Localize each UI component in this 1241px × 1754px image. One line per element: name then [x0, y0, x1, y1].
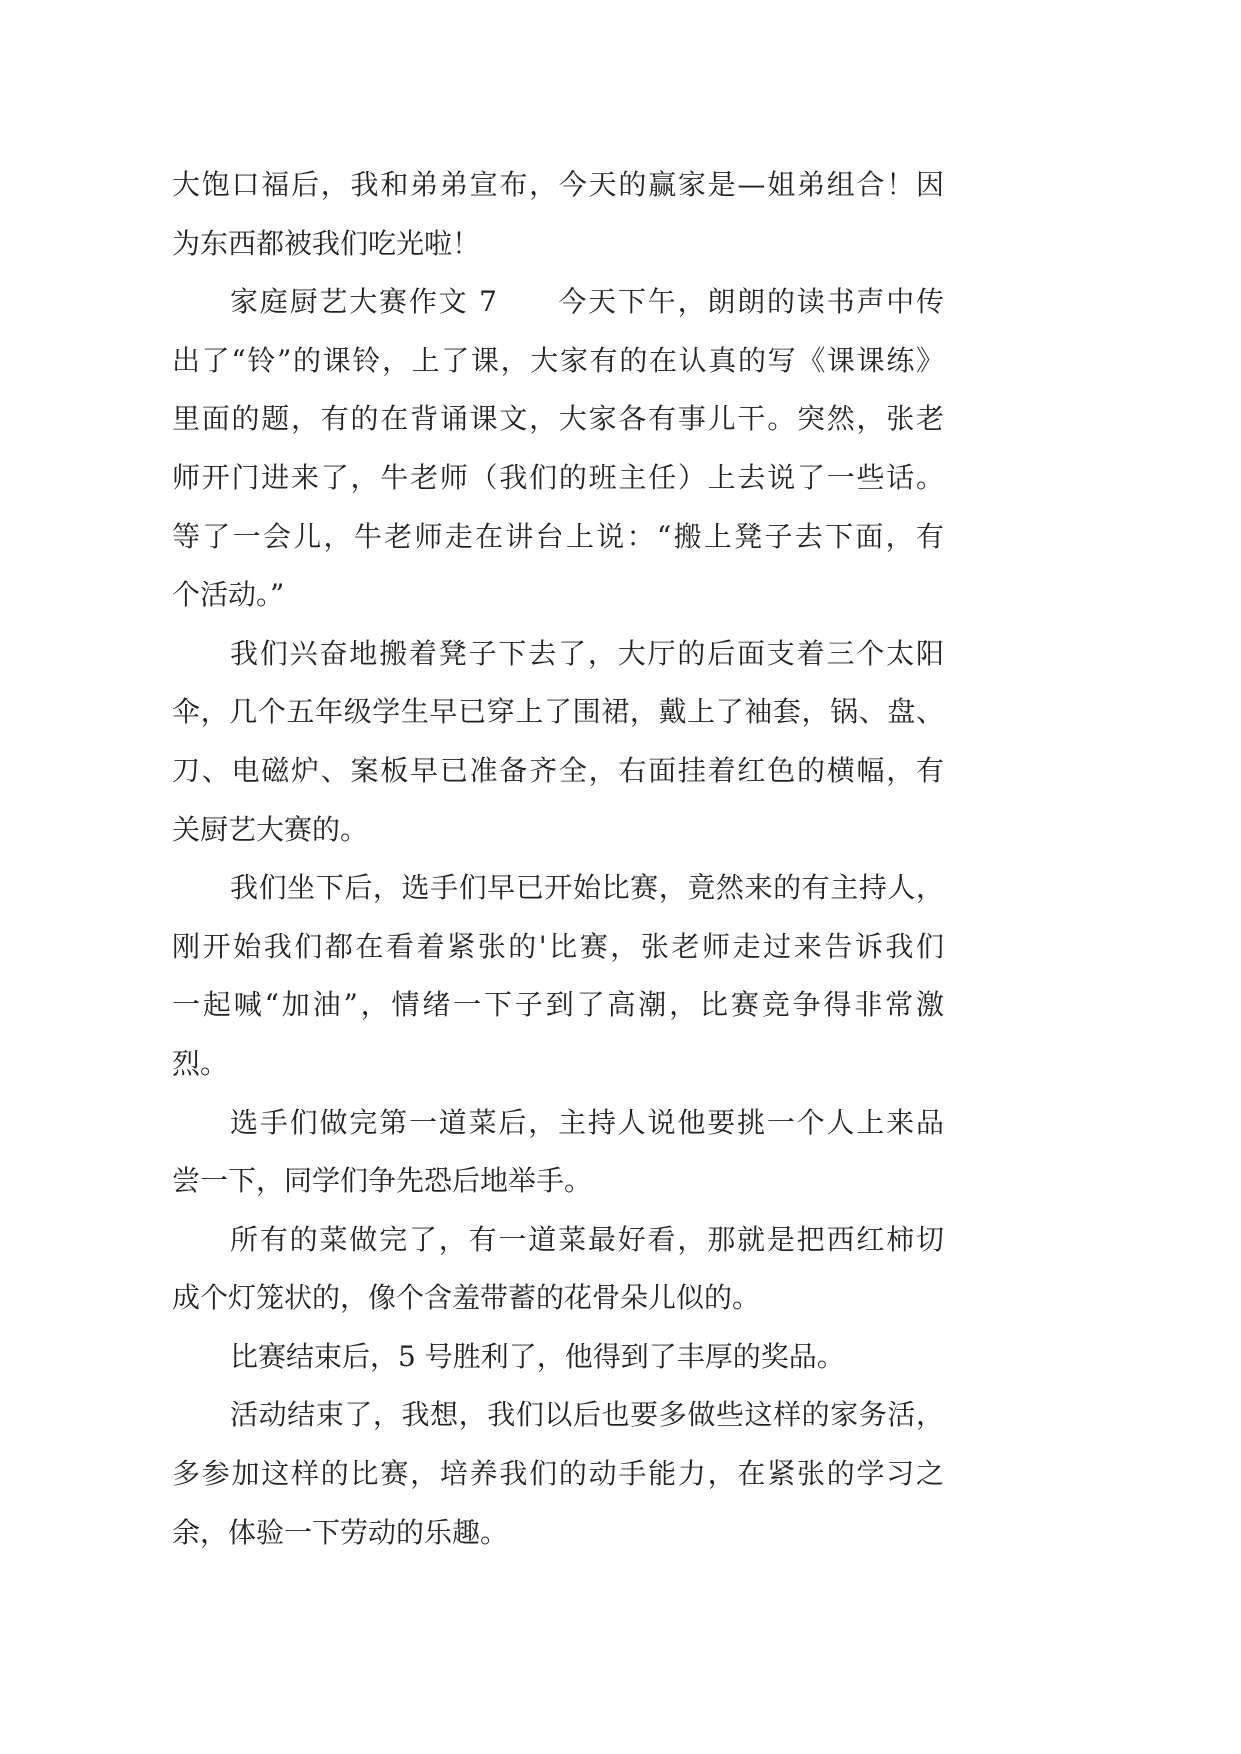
- paragraph: [172, 1386, 944, 1562]
- paragraph: [172, 1211, 944, 1328]
- text-line: 师开门进来了，牛老师（我们的班主任）上去说了一些话。: [172, 460, 944, 494]
- paragraph: [172, 859, 944, 1093]
- text-line: 活动结束了，我想，我们以后也要多做些这样的家务活，: [230, 1398, 944, 1432]
- text-line: 大饱口福后，我和弟弟宣布，今天的赢家是—姐弟组合！因: [172, 168, 944, 201]
- text-line: 我们坐下后，选手们早已开始比赛，竟然来的有主持人，: [230, 871, 944, 905]
- text-line: 关厨艺大赛的。: [172, 812, 369, 846]
- text-line: 多参加这样的比赛，培养我们的动手能力，在紧张的学习之: [172, 1457, 944, 1491]
- text-line: 刀、电磁炉、案板早已准备齐全，右面挂着红色的横幅，有: [172, 753, 944, 787]
- text-line: 选手们做完第一道菜后，主持人说他要挑一个人上来品: [230, 1105, 944, 1139]
- paragraph: [172, 1094, 944, 1211]
- paragraph: [172, 156, 944, 273]
- text-line: 尝一下，同学们争先恐后地举手。: [172, 1164, 593, 1198]
- text-line: 出了“铃”的课铃，上了课，大家有的在认真的写《课课练》: [172, 343, 944, 377]
- text-line: 家庭厨艺大赛作文 7 今天下午，朗朗的读书声中传: [230, 285, 944, 319]
- text-line: 为东西都被我们吃光啦！: [172, 226, 481, 260]
- text-line: 所有的菜做完了，有一道菜最好看，那就是把西红柿切: [230, 1222, 944, 1256]
- text-line: 比赛结束后，5 号胜利了，他得到了丰厚的奖品。: [230, 1339, 845, 1373]
- text-line: 等了一会儿，牛老师走在讲台上说：“搬上凳子去下面，有: [172, 519, 944, 553]
- text-line: 烈。: [172, 1046, 229, 1080]
- text-line: 我们兴奋地搬着凳子下去了，大厅的后面支着三个太阳: [230, 636, 944, 670]
- document-body: [172, 156, 944, 1562]
- text-line: 余，体验一下劳动的乐趣。: [172, 1515, 509, 1549]
- text-line: 成个灯笼状的，像个含羞带蓄的花骨朵儿似的。: [172, 1281, 761, 1315]
- paragraph: [172, 625, 944, 859]
- text-line: 个活动。”: [172, 578, 285, 612]
- paragraph: [172, 1328, 944, 1387]
- text-line: 刚开始我们都在看着紧张的'比赛，张老师走过来告诉我们: [172, 929, 944, 963]
- text-line: 里面的题，有的在背诵课文，大家各有事儿干。突然，张老: [172, 402, 944, 436]
- paragraph: [172, 273, 944, 625]
- text-line: 伞，几个五年级学生早已穿上了围裙，戴上了袖套，锅、盘、: [172, 695, 944, 729]
- text-line: 一起喊“加油”，情绪一下子到了高潮，比赛竞争得非常激: [172, 988, 944, 1022]
